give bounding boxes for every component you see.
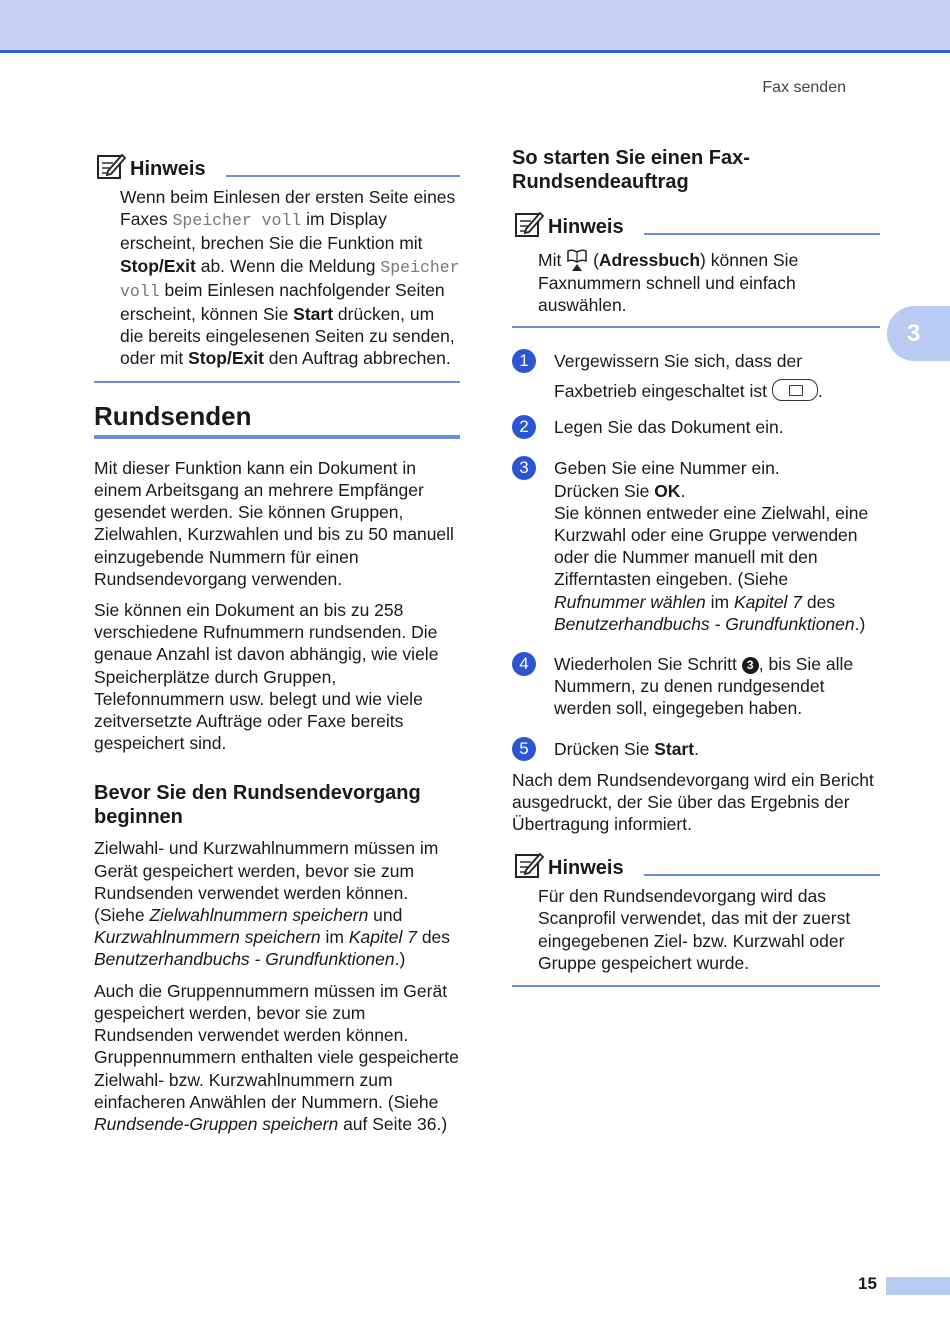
note-rule [226,175,460,177]
subsection-heading: Bevor Sie den Rundsendevorgang beginnen [94,782,421,829]
note-end-rule [512,326,880,328]
note-box-3 [512,849,880,987]
step-number-badge: 1 [512,349,536,373]
step-item: 5 Drücken Sie Start. [512,738,880,761]
step-item: 2 Legen Sie das Dokument ein. [512,416,880,439]
section-heading: Rundsenden [94,400,252,431]
step-number-badge: 5 [512,737,536,761]
note-title: Hinweis [548,216,624,238]
section-heading-rule [94,435,460,439]
step-item: 3 Geben Sie eine Nummer ein. Drücken Sie OK. Sie können entweder eine Zielwahl, eine Kurzwahl oder eine Gruppe verwenden oder die Nummer manuell mit den Zifferntasten eingeben. (Siehe Rufnummer wählen im Kapitel 7 des Benutzerhandbuchs - Grundfunktionen.) [512,457,880,635]
step-number-badge: 3 [512,456,536,480]
top-header-band [0,0,950,53]
note-title: Hinweis [130,158,206,180]
fax-mode-key-icon [772,379,818,401]
note-rule [644,874,880,876]
step-list [512,350,880,760]
subsection-heading: So starten Sie einen Fax-Rundsendeauftrag [512,147,750,193]
page-number: 15 [858,1274,877,1293]
page-number-bar [886,1277,950,1295]
paragraph: Mit dieser Funktion kann ein Dokument in einem Arbeitsgang an mehrere Empfänger gesendet werden. Sie können Gruppen, Zielwahlen, Kurzwahlen und bis zu 50 manuell einzugebende Nummern für einen Rundsendevorgang verwenden. [94,457,454,589]
note-pencil-icon [96,152,126,180]
running-header-title: Fax senden [762,79,846,96]
note-rule [644,233,880,235]
note-end-rule [512,985,880,987]
chapter-tab: 3 [887,306,950,361]
note-text: Mit (Adressbuch) können Sie Faxnummern schnell und einfach auswählen. [538,250,799,316]
step-number-badge: 4 [512,652,536,676]
note-end-rule [94,381,460,383]
step-number-badge: 2 [512,415,536,439]
left-column [94,150,460,1135]
paragraph: Auch die Gruppennummern müssen im Gerät gespeichert werden, bevor sie zum Rundsenden verwendet werden können. Gruppennummern enthalten viele gespeicherte Zielwahl- bzw. Kurzwahlnummern zum einfacheren Anwählen der Nummern. (Siehe Rundsende-Gruppen speichern auf Seite 36.) [94,980,459,1134]
step-reference-badge: 3 [742,657,759,674]
step-item: 4 Wiederholen Sie Schritt 3 , bis Sie alle Nummern, zu denen rundgesendet werden soll, eingegeben haben. [512,653,880,720]
right-column [512,146,880,987]
note-text: Für den Rundsendevorgang wird das Scanprofil verwendet, das mit der zuerst eingegebenen Ziel- bzw. Kurzwahl oder Gruppe gespeichert wurde. [538,886,851,973]
paragraph: Nach dem Rundsendevorgang wird ein Bericht ausgedruckt, der Sie über das Ergebnis der Übertragung informiert. [512,769,874,835]
note-text: Wenn beim Einlesen der ersten Seite eines Faxes Speicher voll im Display erscheint, brechen Sie die Funktion mit Stop/Exit ab. Wenn die Meldung Speicher voll beim Einlesen nachfolgender Seiten erscheint, können Sie Start drücken, um die bereits eingelesenen Seiten zu senden, oder mit Stop/Exit den Auftrag abbrechen. [120,187,460,369]
step-item: 1 Vergewissern Sie sich, dass der Faxbetrieb eingeschaltet ist . [512,350,880,406]
note-pencil-icon [514,851,544,879]
note-title: Hinweis [548,857,624,880]
note-box-2 [512,208,880,328]
paragraph: Sie können ein Dokument an bis zu 258 verschiedene Rufnummern rundsenden. Die genaue Anzahl ist davon abhängig, wie viele Speicherplätze durch Gruppen, Telefonnummern usw. belegt und wie viele zeitversetzte Aufträge oder Faxe bereits gespeichert sind. [94,600,439,754]
note-box-1 [94,150,460,383]
paragraph: Zielwahl- und Kurzwahlnummern müssen im Gerät gespeichert werden, bevor sie zum Rundsenden verwendet werden können. (Siehe Zielwahlnummern speichern und Kurzwahlnummern speichern im Kapitel 7 des Benutzerhandbuchs - Grundfunktionen.) [94,838,451,970]
note-pencil-icon [514,210,544,238]
address-book-icon [566,248,588,272]
